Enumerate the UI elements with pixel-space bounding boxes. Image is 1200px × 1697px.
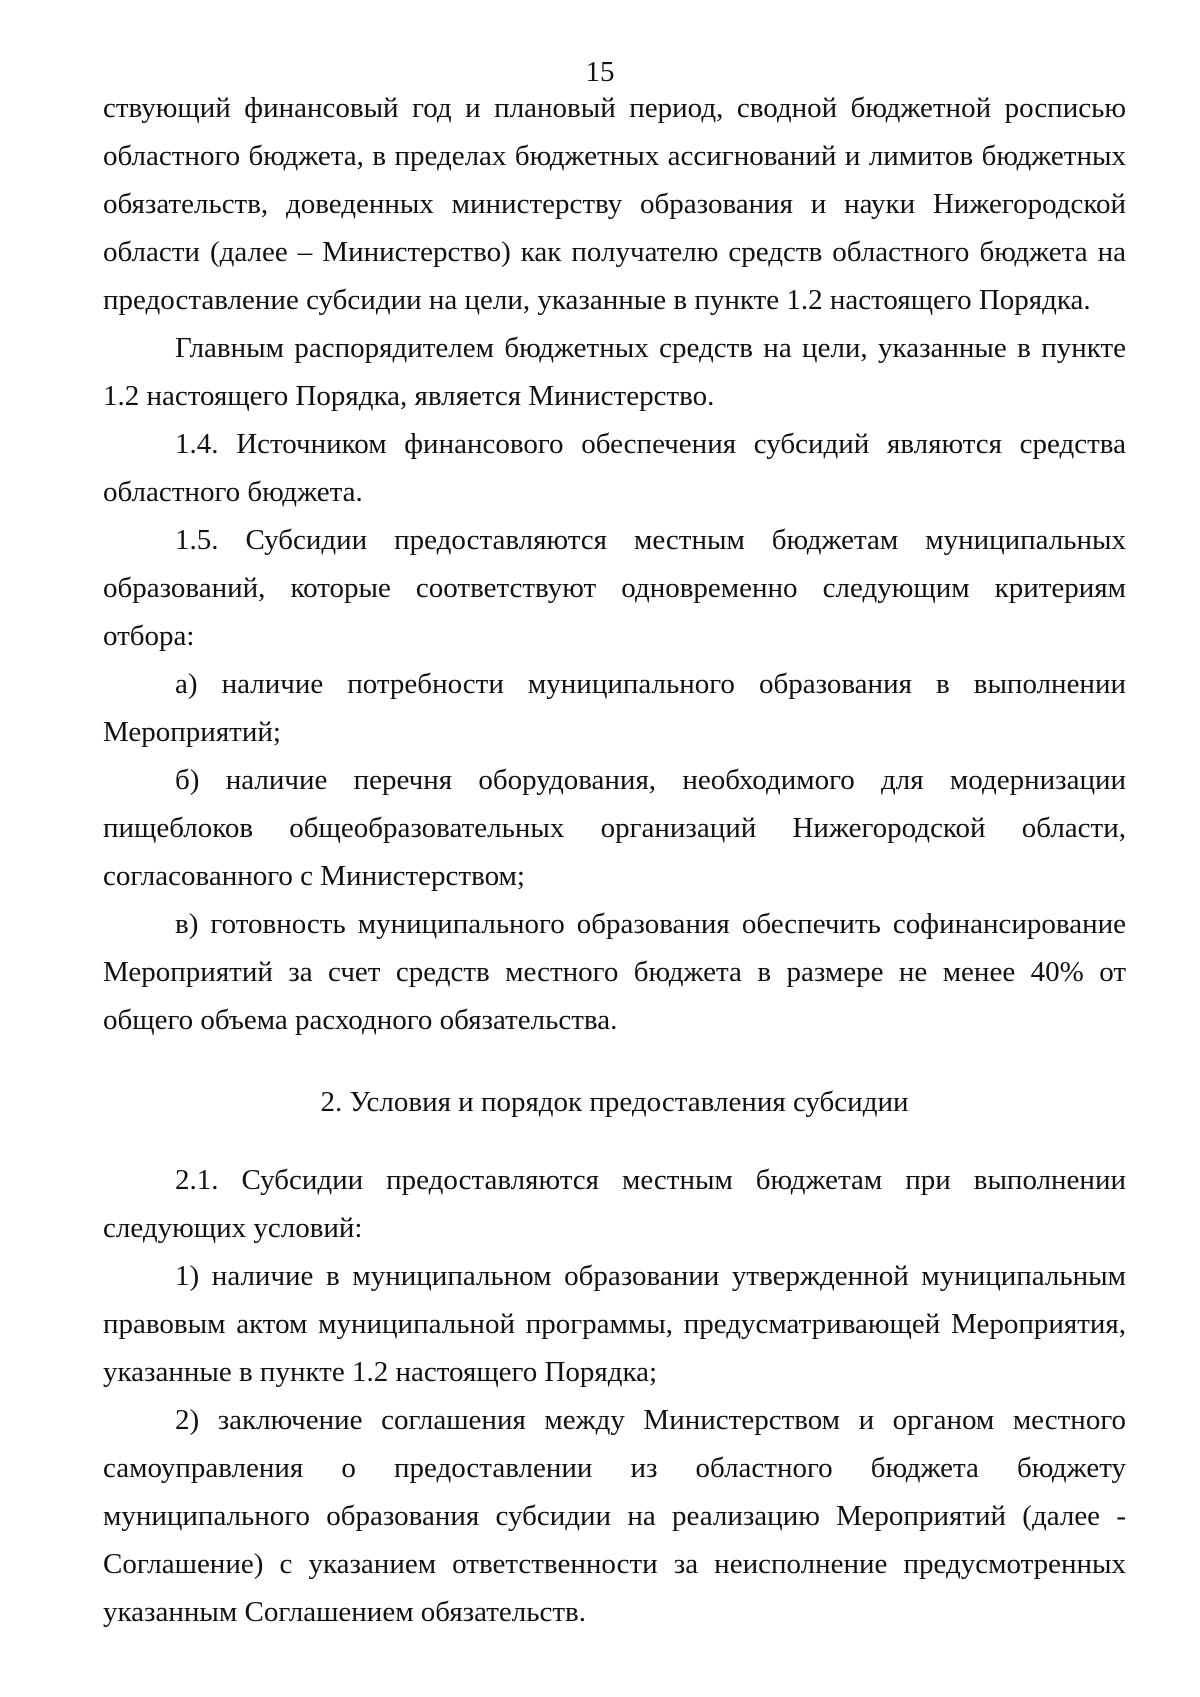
section-heading: 2. Условия и порядок предоставления субсидии: [320, 1086, 909, 1118]
condition-2: 2) заключение соглашения между Министерством и органом местного самоуправления о предоставлении из областного бюджета бюджету муниципального образования субсидии на реализацию Мероприятий (далее - Соглашение) с указанием ответственности за неисполнение предусмотренных указанным Соглашением обязательств.: [103, 1404, 1126, 1628]
criterion-a: а) наличие потребности муниципального образования в выполнении Мероприятий;: [103, 668, 1126, 748]
paragraph-chief-administrator: Главным распорядителем бюджетных средств на цели, указанные в пункте 1.2 настоящего Порядка, является Министерство.: [103, 332, 1126, 412]
paragraph-continuation: ствующий финансовый год и плановый период, сводной бюджетной росписью областного бюджета, в пределах бюджетных ассигнований и лимитов бюджетных обязательств, доведенных министерству образования и науки Нижегородской области (далее – Министерство) как получателю средств областного бюджета на предоставление субсидии на цели, указанные в пункте 1.2 настоящего Порядка.: [103, 92, 1126, 316]
paragraph-1-5: 1.5. Субсидии предоставляются местным бюджетам муниципальных образований, которые соответствуют одновременно следующим критериям отбора:: [103, 524, 1126, 652]
condition-1: 1) наличие в муниципальном образовании утвержденной муниципальным правовым актом муниципальной программы, предусматривающей Мероприятия, указанные в пункте 1.2 настоящего Порядка;: [103, 1260, 1126, 1388]
paragraph-1-4: 1.4. Источником финансового обеспечения субсидий являются средства областного бюджета.: [103, 428, 1126, 508]
criterion-v: в) готовность муниципального образования обеспечить софинансирование Мероприятий за счет средств местного бюджета в размере не менее 40% от общего объема расходного обязательства.: [103, 908, 1126, 1036]
criterion-b: б) наличие перечня оборудования, необходимого для модернизации пищеблоков общеобразовательных организаций Нижегородской области, согласованного с Министерством;: [103, 764, 1126, 892]
page-number: 15: [585, 56, 615, 88]
document-body: [103, 84, 1126, 1636]
paragraph-2-1: 2.1. Субсидии предоставляются местным бюджетам при выполнении следующих условий:: [103, 1164, 1126, 1244]
